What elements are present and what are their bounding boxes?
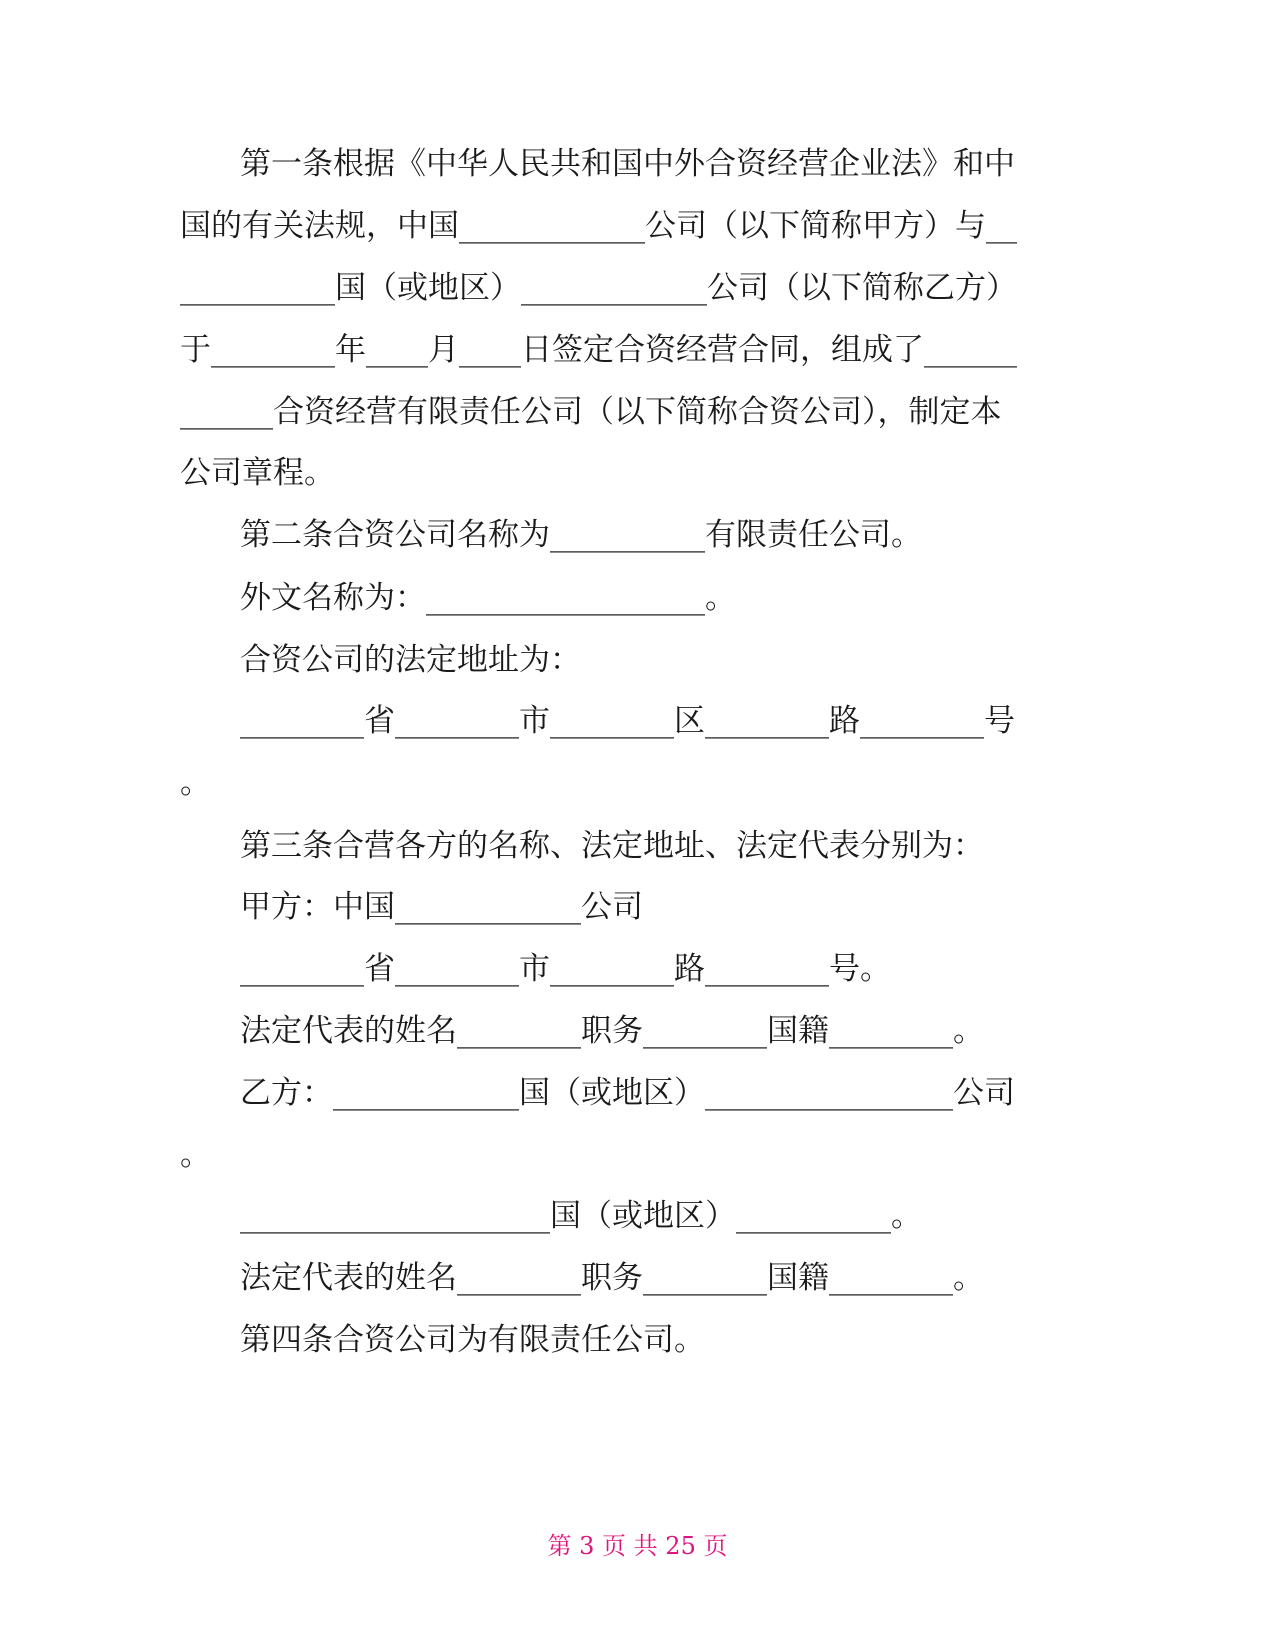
text-line-3: __________国（或地区）____________公司（以下简称乙方） [180, 270, 1017, 306]
text-line-19: 法定代表的姓名________职务________国籍________。 [240, 1260, 984, 1296]
text-line-5: ______合资经营有限责任公司（以下简称合资公司），制定本 [180, 394, 1002, 430]
text-line-20: 第四条合资公司为有限责任公司。 [240, 1322, 705, 1358]
text-line-8: 外文名称为：__________________。 [240, 580, 736, 616]
text-line-16: 乙方：____________国（或地区）________________公司 [240, 1075, 1015, 1111]
text-line-2: 国的有关法规，中国____________公司（以下简称甲方）与__ [180, 208, 1017, 244]
text-line-7: 第二条合资公司名称为__________有限责任公司。 [240, 517, 922, 553]
text-line-12: 第三条合营各方的名称、法定地址、法定代表分别为： [240, 828, 984, 864]
page-number-footer: 第 3 页 共 25 页 [547, 1532, 728, 1560]
text-line-9: 合资公司的法定地址为： [240, 642, 581, 678]
text-line-18: ____________________国（或地区）__________。 [240, 1198, 922, 1234]
text-line-6: 公司章程。 [180, 455, 335, 491]
text-line-11: 。 [180, 765, 211, 801]
text-line-17: 。 [180, 1137, 211, 1173]
text-line-10: ________省________市________区________路________号 [240, 703, 1015, 739]
text-line-4: 于________年____月____日签定合资经营合同，组成了______ [180, 332, 1017, 368]
text-line-14: ________省________市________路________号。 [240, 951, 891, 987]
text-line-1: 第一条根据《中华人民共和国中外合资经营企业法》和中 [240, 146, 1015, 182]
text-line-13: 甲方：中国____________公司 [240, 889, 643, 925]
text-line-15: 法定代表的姓名________职务________国籍________。 [240, 1013, 984, 1049]
